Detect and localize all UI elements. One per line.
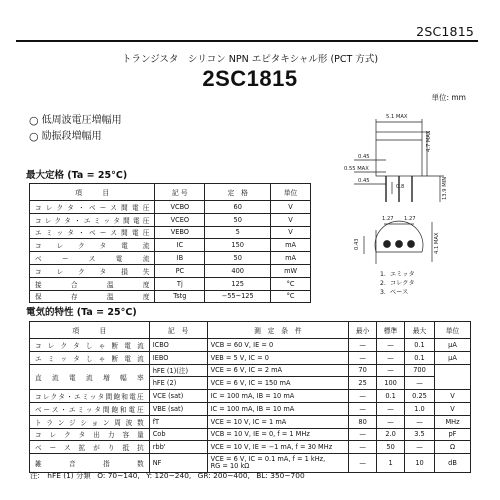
symbol-cell: rbb' — [149, 441, 207, 454]
electrical-title: 電気的特性 (Ta = 25°C) — [26, 307, 137, 318]
unit-cell: μA — [435, 339, 471, 352]
table-row — [30, 226, 311, 239]
footnote-class: GR: 200~400, — [197, 471, 250, 480]
condition-cell: VCE = 6 V, IC = 2 mA — [207, 364, 349, 377]
pin-hole-2 — [396, 241, 403, 248]
unit-note: 単位: mm — [431, 93, 466, 102]
pin-name: ベース — [390, 289, 409, 296]
condition-cell: VCE = 10 V, IC = 1 mA — [207, 415, 349, 428]
symbol-cell: fT — [149, 415, 207, 428]
condition-line: VCE = 6 V, IC = 0.1 mA, f = 1 kHz, — [210, 454, 326, 463]
package-outline-drawing — [324, 104, 484, 304]
page-header — [0, 0, 500, 44]
table-row — [30, 441, 471, 454]
typ-cell: 2.0 — [377, 428, 405, 441]
item-cell: ベース電流 — [30, 252, 155, 265]
footnote-class: BL: 350~700 — [256, 471, 305, 480]
max-cell: 0.25 — [405, 390, 435, 403]
condition-cell: IC = 100 mA, IB = 10 mA — [207, 402, 349, 415]
symbol-cell: VCE (sat) — [149, 390, 207, 403]
symbol-cell: hFE (1)(注) — [149, 364, 207, 377]
item-cell: コレクタ・ベース間電圧 — [30, 201, 155, 214]
table-row — [30, 290, 311, 303]
min-cell: — — [349, 454, 377, 473]
symbol-cell: IEBO — [149, 351, 207, 364]
pin-number: 1. — [380, 271, 386, 278]
dimension-label: 0.55 MAX — [344, 166, 369, 172]
item-cell: コレクタ電流 — [30, 239, 155, 252]
condition-cell: VCB = 60 V, IE = 0 — [207, 339, 349, 352]
unit-cell: pF — [435, 428, 471, 441]
dimension-label: 0.45 — [358, 178, 370, 184]
unit-cell: V — [435, 390, 471, 403]
rating-cell: 150 — [205, 239, 271, 252]
item-cell: トランジション周波数 — [30, 415, 150, 428]
max-cell: — — [405, 377, 435, 390]
dimension-label: 0.45 — [358, 154, 370, 160]
dimension-label: 13.9 MIN — [442, 176, 448, 200]
typ-cell: 50 — [377, 441, 405, 454]
min-cell: — — [349, 428, 377, 441]
column-header: 測 定 条 件 — [207, 322, 349, 339]
dimension-label: 5.1 MAX — [386, 114, 408, 120]
pin-hole-3 — [408, 241, 415, 248]
condition-cell: VCE = 6 V, IC = 150 mA — [207, 377, 349, 390]
unit-cell: °C — [271, 290, 311, 303]
max-cell: 3.5 — [405, 428, 435, 441]
item-cell: コレクタしゃ断電流 — [30, 339, 150, 352]
column-header: 標準 — [377, 322, 405, 339]
pin-name: エミッタ — [390, 271, 415, 278]
item-cell: コレクタ・エミッタ間電圧 — [30, 213, 155, 226]
table-row — [30, 339, 471, 352]
table-row — [30, 364, 471, 377]
symbol-cell: IC — [155, 239, 205, 252]
item-cell: コレクタ出力容量 — [30, 428, 150, 441]
symbol-cell: hFE (2) — [149, 377, 207, 390]
column-header: 最小 — [349, 322, 377, 339]
typ-cell: — — [377, 339, 405, 352]
application-label: 低周波電圧増幅用 — [41, 115, 122, 126]
symbol-cell: Cob — [149, 428, 207, 441]
dimension-label: 0.43 — [354, 238, 360, 250]
header-part-number: 2SC1815 — [416, 24, 474, 39]
column-header: 記 号 — [155, 184, 205, 201]
item-cell: ベース・エミッタ間飽和電圧 — [30, 402, 150, 415]
symbol-cell: ICBO — [149, 339, 207, 352]
typ-cell: 1 — [377, 454, 405, 473]
symbol-cell: VEBO — [155, 226, 205, 239]
unit-cell: Ω — [435, 441, 471, 454]
footnote-label: 注: hFE (1) 分類 — [30, 471, 91, 480]
unit-cell: μA — [435, 351, 471, 364]
rating-cell: 400 — [205, 264, 271, 277]
symbol-cell: VBE (sat) — [149, 402, 207, 415]
table-row — [30, 351, 471, 364]
table-row — [30, 252, 311, 265]
rating-cell: 5 — [205, 226, 271, 239]
column-header: 単位 — [271, 184, 311, 201]
table-row — [30, 428, 471, 441]
condition-cell: VCE = 10 V, IE = −1 mA, f = 30 MHz — [207, 441, 349, 454]
item-cell: 保存温度 — [30, 290, 155, 303]
max-cell: 10 — [405, 454, 435, 473]
header-rule — [16, 40, 478, 42]
min-cell: — — [349, 339, 377, 352]
item-cell: エミッタしゃ断電流 — [30, 351, 150, 364]
page-title: 2SC1815 — [202, 66, 298, 91]
item-cell: 接合温度 — [30, 277, 155, 290]
package-body-outline — [376, 132, 422, 176]
rating-cell: 125 — [205, 277, 271, 290]
subtitle: トランジスタ シリコン NPN エピタキシャル形 (PCT 方式) — [121, 54, 379, 65]
max-cell: — — [405, 415, 435, 428]
item-cell: エミッタ・ベース間電圧 — [30, 226, 155, 239]
item-cell: コレクタ損失 — [30, 264, 155, 277]
dimension-label: 4.7 MAX — [426, 130, 432, 152]
symbol-cell: VCEO — [155, 213, 205, 226]
unit-cell: V — [271, 213, 311, 226]
hfe-classification-note — [30, 470, 309, 481]
typ-cell: — — [377, 364, 405, 377]
min-cell: — — [349, 402, 377, 415]
rating-cell: 50 — [205, 252, 271, 265]
condition-cell: VEB = 5 V, IC = 0 — [207, 351, 349, 364]
item-cell: コレクタ・エミッタ間飽和電圧 — [30, 390, 150, 403]
min-cell: — — [349, 441, 377, 454]
symbol-cell: Tj — [155, 277, 205, 290]
table-row — [30, 402, 471, 415]
applications-list — [29, 113, 122, 145]
pin-number: 2. — [380, 280, 386, 287]
condition-cell: IC = 100 mA, IB = 10 mA — [207, 390, 349, 403]
typ-cell: — — [377, 415, 405, 428]
symbol-cell: IB — [155, 252, 205, 265]
table-header-row — [30, 322, 471, 339]
table-row — [30, 390, 471, 403]
symbol-cell: VCBO — [155, 201, 205, 214]
item-cell: ベース拡がり抵抗 — [30, 441, 150, 454]
column-header: 項 目 — [30, 184, 155, 201]
column-header: 単位 — [435, 322, 471, 339]
min-cell: — — [349, 351, 377, 364]
unit-cell: mA — [271, 252, 311, 265]
column-header: 項 目 — [30, 322, 150, 339]
typ-cell: 100 — [377, 377, 405, 390]
rating-cell: −55~125 — [205, 290, 271, 303]
unit-cell: dB — [435, 454, 471, 473]
footnote-class: Y: 120~240, — [146, 471, 192, 480]
max-cell: 1.0 — [405, 402, 435, 415]
application-label: 励振段増幅用 — [41, 131, 102, 142]
circle-bullet-icon: ○ — [29, 130, 39, 143]
column-header: 定 格 — [205, 184, 271, 201]
table-row — [30, 415, 471, 428]
typ-cell: — — [377, 402, 405, 415]
min-cell: 25 — [349, 377, 377, 390]
min-cell: 70 — [349, 364, 377, 377]
min-cell: — — [349, 390, 377, 403]
symbol-cell: NF — [149, 454, 207, 473]
dimension-label: 4.1 MAX — [434, 232, 440, 254]
column-header: 記 号 — [149, 322, 207, 339]
circle-bullet-icon: ○ — [29, 114, 39, 127]
table-row — [30, 277, 311, 290]
min-cell: 80 — [349, 415, 377, 428]
dimension-label: 1.27 — [404, 216, 416, 222]
item-cell: 雑音指数 — [30, 454, 150, 473]
dimension-label: 0.8 — [396, 184, 405, 190]
max-cell: — — [405, 441, 435, 454]
application-item — [29, 129, 122, 145]
typ-cell: 0.1 — [377, 390, 405, 403]
table-row — [30, 213, 311, 226]
max-cell: 0.1 — [405, 339, 435, 352]
column-header: 最大 — [405, 322, 435, 339]
max-cell: 700 — [405, 364, 435, 377]
max-cell: 0.1 — [405, 351, 435, 364]
max-ratings-title: 最大定格 (Ta = 25°C) — [26, 170, 128, 181]
condition-line: RG = 10 kΩ — [210, 462, 250, 471]
table-row — [30, 201, 311, 214]
rating-cell: 60 — [205, 201, 271, 214]
unit-cell: mW — [271, 264, 311, 277]
application-item — [29, 113, 122, 129]
footnote-class: O: 70~140, — [97, 471, 140, 480]
table-header-row — [30, 184, 311, 201]
max-ratings-table — [29, 183, 311, 303]
item-cell: 直流電流増幅率 — [30, 364, 150, 390]
electrical-characteristics-table — [29, 321, 471, 473]
table-row — [30, 239, 311, 252]
dimension-label: 1.27 — [382, 216, 394, 222]
unit-cell: MHz — [435, 415, 471, 428]
unit-cell: °C — [271, 277, 311, 290]
pin-number: 3. — [380, 289, 386, 296]
pin-hole-1 — [384, 241, 391, 248]
condition-cell: VCB = 10 V, IE = 0, f = 1 MHz — [207, 428, 349, 441]
unit-cell: V — [271, 226, 311, 239]
symbol-cell: PC — [155, 264, 205, 277]
pin-name: コレクタ — [390, 280, 415, 287]
rating-cell: 50 — [205, 213, 271, 226]
unit-cell — [435, 364, 471, 390]
unit-cell: mA — [271, 239, 311, 252]
symbol-cell: Tstg — [155, 290, 205, 303]
unit-cell: V — [435, 402, 471, 415]
unit-cell: V — [271, 201, 311, 214]
typ-cell: — — [377, 351, 405, 364]
table-row — [30, 264, 311, 277]
